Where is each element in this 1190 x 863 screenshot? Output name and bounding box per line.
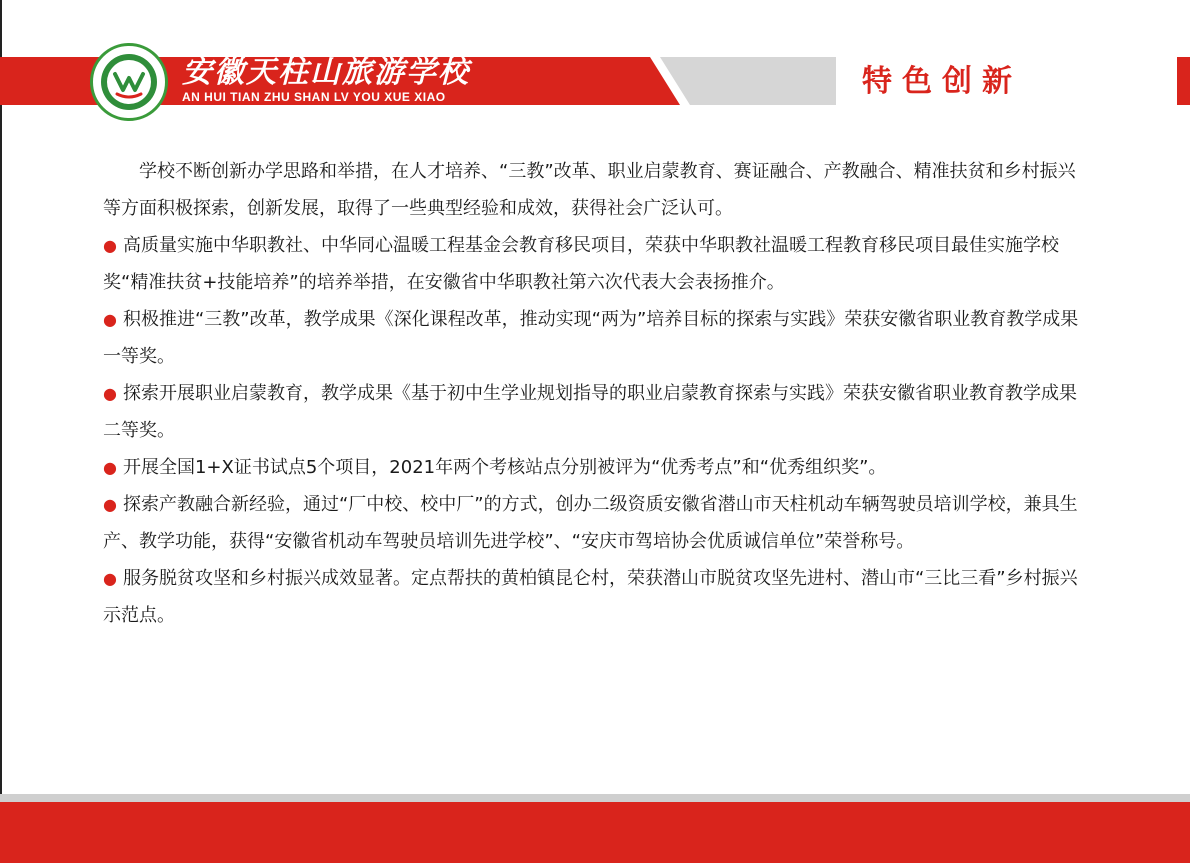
list-item — [103, 301, 1093, 375]
list-item — [103, 486, 1093, 560]
list-item-text: 探索开展职业启蒙教育，教学成果《基于初中生学业规划指导的职业启蒙教育探索与实践》荣获安徽省职业教育教学成果二等奖。 — [103, 383, 1077, 441]
list-item-text: 积极推进“三教”改革，教学成果《深化课程改革，推动实现“两为”培养目标的探索与实践》荣获安徽省职业教育教学成果一等奖。 — [103, 309, 1079, 367]
bullet-icon: ● — [103, 236, 117, 255]
list-item — [103, 227, 1093, 301]
list-item-text: 高质量实施中华职教社、中华同心温暖工程基金会教育移民项目，荣获中华职教社温暖工程教育移民项目最佳实施学校奖“精准扶贫+技能培养”的培养举措，在安徽省中华职教社第六次代表大会表扬推介。 — [103, 235, 1059, 293]
footer-gray-stripe — [0, 794, 1190, 802]
list-item — [103, 449, 1093, 486]
section-title: 特色创新 — [862, 64, 1022, 99]
intro-paragraph: 学校不断创新办学思路和举措，在人才培养、“三教”改革、职业启蒙教育、赛证融合、产教融合、精准扶贫和乡村振兴等方面积极探索，创新发展，取得了一些典型经验和成效，获得社会广泛认可。 — [103, 161, 1076, 219]
list-item-text: 服务脱贫攻坚和乡村振兴成效显著。定点帮扶的黄柏镇昆仑村，荣获潜山市脱贫攻坚先进村、潜山市“三比三看”乡村振兴示范点。 — [103, 568, 1078, 626]
logo-mark-icon — [101, 54, 157, 110]
bullet-icon: ● — [103, 458, 117, 477]
list-item — [103, 375, 1093, 449]
list-item-text: 开展全国1+X证书试点5个项目，2021年两个考核站点分别被评为“优秀考点”和“优秀组织奖”。 — [122, 457, 887, 478]
school-name-english: AN HUI TIAN ZHU SHAN LV YOU XUE XIAO — [182, 90, 446, 104]
list-item — [103, 560, 1093, 634]
bullet-icon: ● — [103, 495, 117, 514]
bullet-icon: ● — [103, 384, 117, 403]
main-content — [103, 153, 1093, 634]
header-right-accent — [1177, 57, 1190, 105]
footer-red-band — [0, 802, 1190, 863]
bullet-icon: ● — [103, 310, 117, 329]
school-logo — [90, 43, 168, 121]
school-name-chinese: 安徽天柱山旅游学校 — [182, 55, 470, 90]
logo-emblem — [101, 54, 157, 110]
list-item-text: 探索产教融合新经验，通过“厂中校、校中厂”的方式，创办二级资质安徽省潜山市天柱机动车辆驾驶员培训学校，兼具生产、教学功能，获得“安徽省机动车驾驶员培训先进学校”、“安庆市驾培协会优质诚信单位”荣誉称号。 — [103, 494, 1078, 552]
page-left-border — [0, 0, 2, 863]
header-gray-banner — [660, 57, 836, 105]
bullet-icon: ● — [103, 569, 117, 588]
